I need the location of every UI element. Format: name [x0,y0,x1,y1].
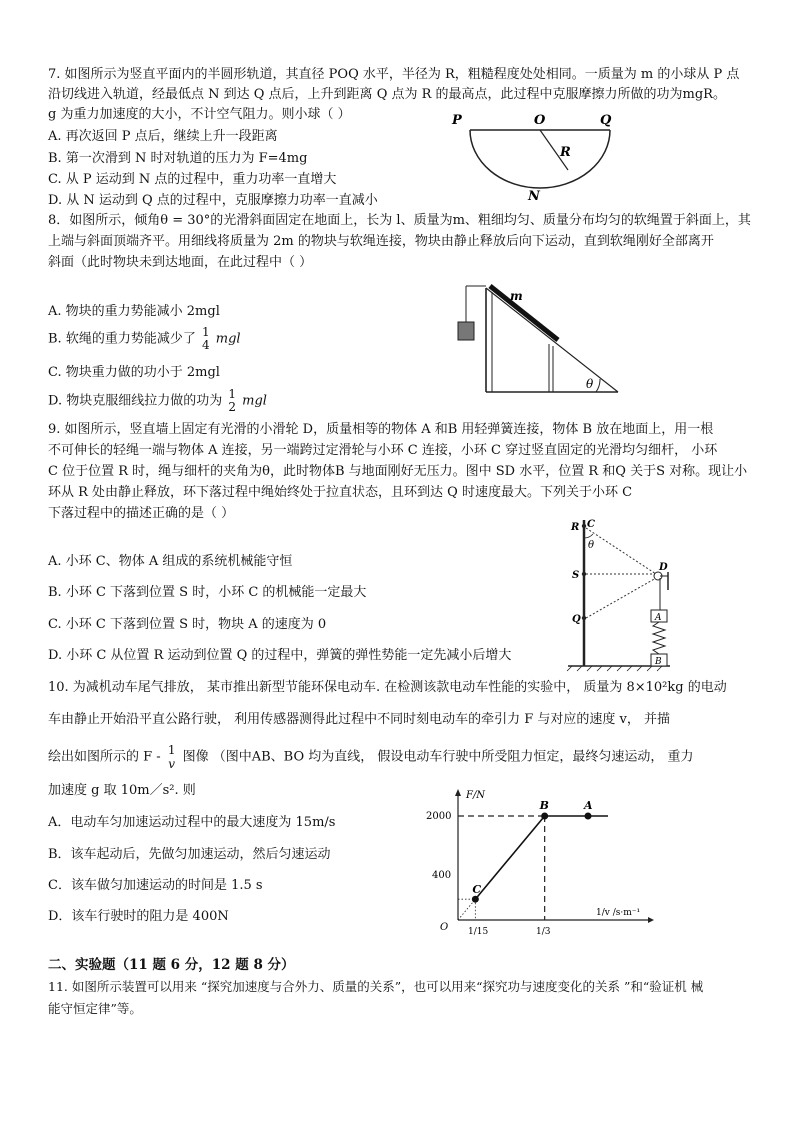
q7-option-d[interactable]: D. 从 N 运动到 Q 点的过程中，克服摩擦力功率一直减小 [48,193,378,208]
q9-label-s: S [572,570,580,581]
q7-label-p: P [452,113,462,128]
chart-y-tick-400: 400 [432,870,452,881]
q7-stem-line-2: 沿切线进入轨道，经最低点 N 到达 Q 点后，上升到距离 Q 点为 R 的最高点，此过程中克服摩擦力所做的功为mgR。 [48,87,726,102]
q10-stem-line-1: 10. 为减机动车尾气排放， 某市推出新型节能环保电动车. 在检测该款电动车性能的实验中， 质量为 8×10²kg 的电动 [48,680,727,695]
q9-stem-line-5: 下落过程中的描述正确的是（ ） [48,506,235,521]
q11-stem-line-2: 能守恒定律”等。 [48,1001,142,1016]
q8-option-d-numerator: 1 [228,387,237,401]
q7-stem-line-3: g 为重力加速度的大小，不计空气阻力。则小球（ ） [48,107,351,122]
q8-stem-line-2: 上端与斜面顶端齐平。用细线将质量为 2m 的物块与软绳连接，物块由静止释放后向下运动，直到软绳刚好全部离开 [48,234,714,249]
q7-option-b[interactable]: B. 第一次滑到 N 时对轨道的压力为 F=4mg [48,151,308,166]
q7-option-a[interactable]: A. 再次返回 P 点后，继续上升一段距离 [48,129,278,144]
q9-option-c[interactable]: C. 小环 C 下落到位置 S 时，物块 A 的速度为 0 [48,617,327,632]
q9-stem-line-1: 9. 如图所示，竖直墙上固定有光滑的小滑轮 D，质量相等的物体 A 和B 用轻弹簧连接，物体 B 放在地面上，用一根 [48,422,714,437]
q10-option-d[interactable]: D．该车行驶时的阻力是 400N [48,909,229,924]
q9-label-r: R [571,522,580,533]
q9-label-d: D [659,562,668,573]
q8-label-theta: θ [586,377,594,391]
q9-label-c: C [587,519,595,530]
q11-stem-line-1: 11. 如图所示装置可以用来 “探究加速度与合外力、质量的关系”，也可以用来“探究功与速度变化的关系 ”和“验证机 械 [48,979,704,994]
chart-point-label-b: B [539,799,549,812]
q9-label-q: Q [572,614,581,625]
q10-stem-line-2: 车由静止开始沿平直公路行驶， 利用传感器测得此过程中不同时刻电动车的牵引力 F 与对应的速度 v， 并描 [48,712,671,727]
q7-label-r: R [560,145,571,160]
section-2-title: 二、实验题（11 题 6 分，12 题 8 分） [48,957,295,973]
q8-incline-figure [452,282,622,398]
q7-label-o: O [534,113,546,128]
q10-stem-line-4: 加速度 g 取 10m／s². 则 [48,783,196,798]
q9-label-b: B [655,657,662,667]
q9-label-theta: θ [588,540,595,551]
q9-label-a: A [655,613,662,623]
q8-option-d-text: D. 物块克服细线拉力做的功为 [48,393,223,409]
q10-fraction [168,743,176,771]
chart-origin-label: O [440,922,449,933]
q8-option-d[interactable] [48,388,267,414]
chart-x-label: 1/v /s·m⁻¹ [596,908,641,918]
chart-y-label: F/N [466,790,486,801]
q8-option-d-fraction [228,388,236,414]
chart-y-axis-arrow [455,789,461,796]
q9-stem-line-3: C 位于位置 R 时，绳与细杆的夹角为θ，此时物体B 与地面刚好无压力。图中 SD 水平，位置 R 和Q 关于S 对称。现让小 [48,464,748,479]
q7-label-n: N [528,189,540,204]
q8-option-d-unit: mgl [242,393,267,409]
chart-x-axis-arrow [648,917,654,923]
q8-option-a[interactable]: A. 物块的重力势能减小 2mgl [48,304,220,319]
q8-option-b-denominator: 4 [201,338,210,352]
chart-x-tick-1-15: 1/15 [468,927,489,936]
q9-option-d[interactable]: D. 小环 C 从位置 R 运动到位置 Q 的过程中，弹簧的弹性势能一定先减小后增大 [48,648,512,663]
q10-stem-line-3 [48,743,694,771]
chart-point-b [541,813,548,820]
q8-label-m: m [510,289,523,303]
q10-option-c[interactable]: C．该车做匀加速运动的时间是 1.5 s [48,878,263,893]
q10-f-inverse-v-chart [420,784,660,936]
q7-semicircle-track-figure [440,108,620,204]
q10-option-b[interactable]: B．该车起动后，先做匀加速运动，然后匀速运动 [48,847,331,862]
q9-pulley-figure [560,516,680,672]
q10-option-a[interactable]: A．电动车匀加速运动过程中的最大速度为 15m/s [48,815,336,830]
q7-option-c[interactable]: C. 从 P 运动到 N 点的过程中，重力功率一直增大 [48,172,337,187]
q8-stem-line-3: 斜面（此时物块未到达地面，在此过程中（ ） [48,255,313,270]
q8-option-d-denominator: 2 [228,400,237,414]
q8-option-c[interactable]: C. 物块重力做的功小于 2mgl [48,365,220,380]
q9-stem-line-4: 环从 R 处由静止释放，环下落过程中绳始终处于拉直状态，且环到达 Q 时速度最大。下列关于小环 C [48,485,633,500]
q9-stem-line-2: 不可伸长的轻绳一端与物体 A 连接，另一端跨过定滑轮与小环 C 连接，小环 C 穿过竖直固定的光滑均匀细杆， 小环 [48,443,718,458]
q8-option-b[interactable] [48,326,241,352]
q7-label-q: Q [600,113,612,128]
q8-option-b-numerator: 1 [201,325,210,339]
q10-fraction-numerator: 1 [167,743,176,757]
chart-y-tick-2000: 2000 [426,811,452,822]
chart-point-label-a: A [584,799,593,812]
chart-guide-origin-c [458,899,475,920]
q8-stem-line-1: 8．如图所示，倾角θ = 30°的光滑斜面固定在地面上，长为 l、质量为m、粗细均匀、质量分布均匀的软绳置于斜面上，其 [48,213,751,228]
q8-option-b-text: B. 软绳的重力势能减少了 [48,331,196,347]
chart-point-c [472,896,479,903]
q10-fraction-denominator: v [168,757,176,771]
chart-segment-cb [475,816,544,899]
q9-option-a[interactable]: A. 小环 C、物体 A 组成的系统机械能守恒 [48,554,293,569]
chart-x-tick-1-3: 1/3 [536,927,551,936]
q9-option-b[interactable]: B. 小环 C 下落到位置 S 时，小环 C 的机械能一定最大 [48,585,367,600]
q10-stem-line-3-pre: 绘出如图所示的 F - [48,749,161,765]
chart-point-label-c: C [472,883,482,897]
q8-option-b-unit: mgl [215,331,241,347]
q8-option-b-fraction [202,326,210,352]
chart-point-a [585,813,592,820]
q10-stem-line-3-post: 图像 （图中AB、BO 均为直线， 假设电动车行驶中所受阻力恒定，最终匀速运动， 重力 [182,749,694,765]
q7-stem-line-1: 7. 如图所示为竖直平面内的半圆形轨道，其直径 POQ 水平，半径为 R，粗糙程度处处相同。一质量为 m 的小球从 P 点 [48,67,740,82]
